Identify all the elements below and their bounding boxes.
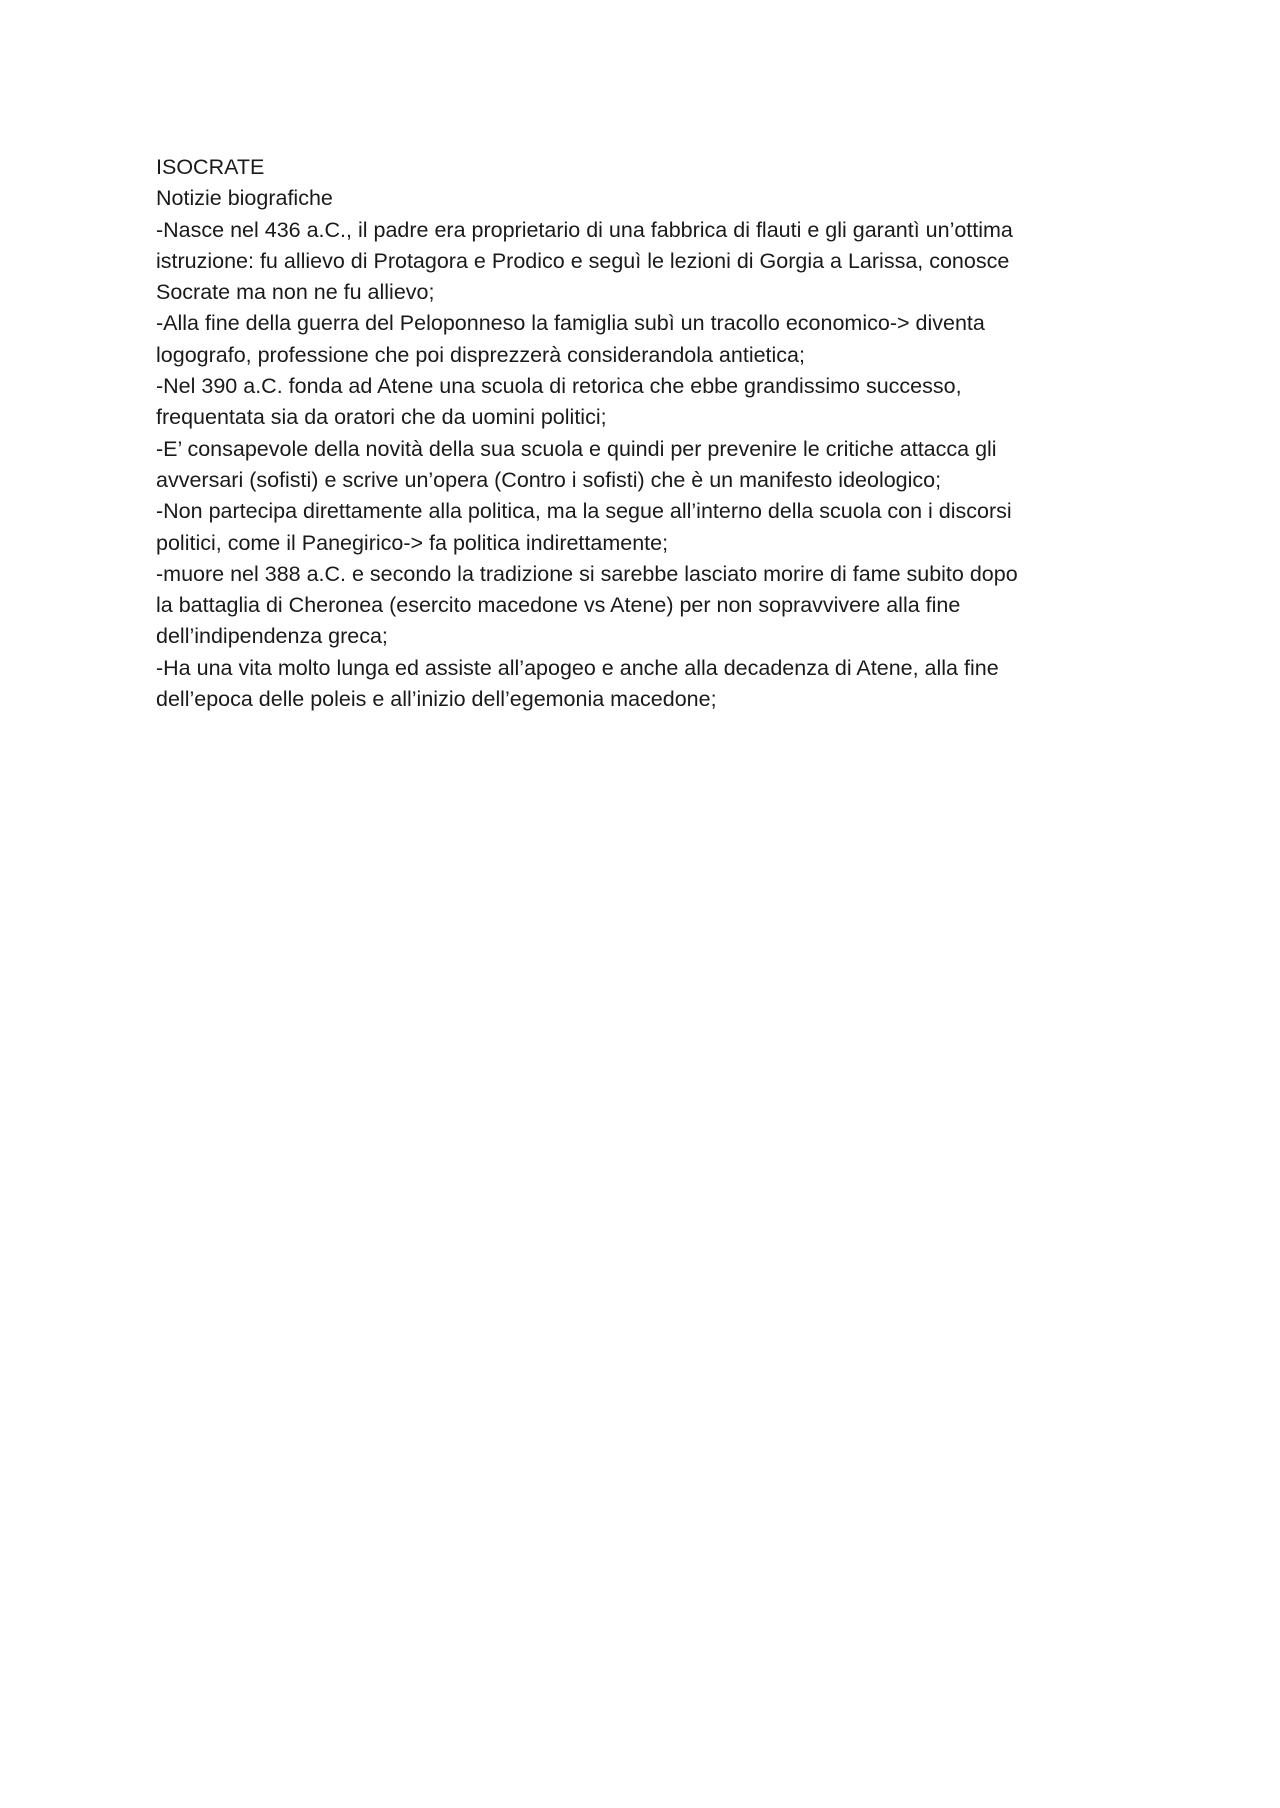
text-line: avversari (sofisti) e scrive un’opera (Contro i sofisti) che è un manifesto ideologico; bbox=[156, 467, 942, 492]
text-line: frequentata sia da oratori che da uomini politici; bbox=[156, 405, 607, 430]
text-line: politici, come il Panegirico-> fa politica indirettamente; bbox=[156, 530, 669, 555]
document-body bbox=[156, 152, 1116, 715]
text-line: -Ha una vita molto lunga ed assiste all’apogeo e anche alla decadenza di Atene, alla fine bbox=[156, 655, 999, 680]
text-line: la battaglia di Cheronea (esercito macedone vs Atene) per non sopravvivere alla fine bbox=[156, 593, 961, 618]
text-line: -Non partecipa direttamente alla politica, ma la segue all’interno della scuola con i discorsi bbox=[156, 499, 1012, 524]
text-line: logografo, professione che poi disprezzerà considerandola antietica; bbox=[156, 342, 805, 367]
document-subtitle: Notizie biografiche bbox=[156, 186, 333, 211]
text-line: -muore nel 388 a.C. e secondo la tradizione si sarebbe lasciato morire di fame subito dopo bbox=[156, 561, 1018, 586]
text-line: -Nasce nel 436 a.C., il padre era proprietario di una fabbrica di flauti e gli garantì un’ottima bbox=[156, 217, 1013, 242]
text-line: -E’ consapevole della novità della sua scuola e quindi per prevenire le critiche attacca gli bbox=[156, 436, 997, 461]
text-line: Socrate ma non ne fu allievo; bbox=[156, 280, 435, 305]
text-line: dell’indipendenza greca; bbox=[156, 624, 388, 649]
document-title: ISOCRATE bbox=[156, 155, 265, 179]
text-line: dell’epoca delle poleis e all’inizio dell’egemonia macedone; bbox=[156, 687, 717, 712]
text-line: istruzione: fu allievo di Protagora e Prodico e seguì le lezioni di Gorgia a Larissa, conosce bbox=[156, 248, 1010, 273]
text-line: -Nel 390 a.C. fonda ad Atene una scuola di retorica che ebbe grandissimo successo, bbox=[156, 374, 962, 399]
text-line: -Alla fine della guerra del Peloponneso la famiglia subì un tracollo economico-> diventa bbox=[156, 311, 985, 336]
